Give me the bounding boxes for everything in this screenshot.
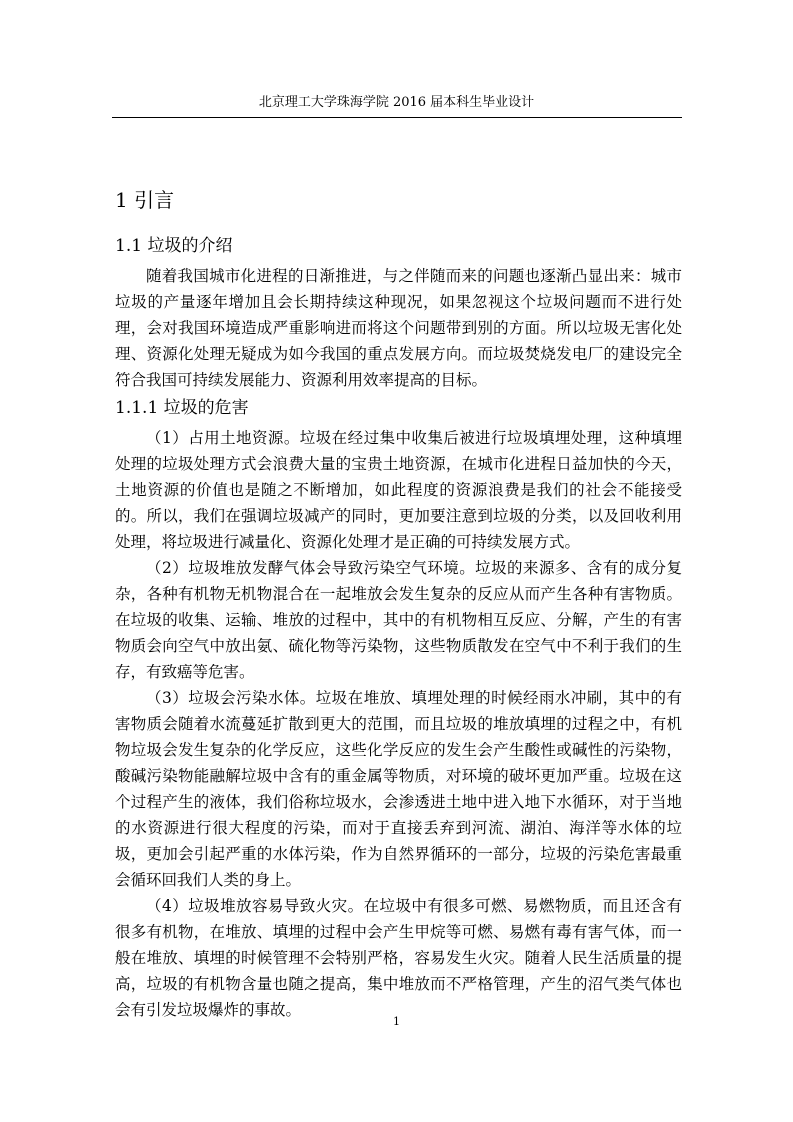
paragraph-water-pollution: （3）垃圾会污染水体。垃圾在堆放、填埋处理的时候经雨水冲刷，其中的有害物质会随着水流蔓延扩散到更大的范围，而且垃圾的堆放填埋的过程之中，有机物垃圾会发生复杂的化学反应，这些化学反应的发生会产生酸性或碱性的污染物，酸碱污染物能融解垃圾中含有的重金属等物质，对环境的破坏更加严重。垃圾在这个过程产生的液体，我们俗称垃圾水，会渗透进土地中进入地下水循环，对于当地的水资源进行很大程度的污染，而对于直接丢弃到河流、湖泊、海洋等水体的垃圾，更加会引起严重的水体污染，作为自然界循环的一部分，垃圾的污染危害最重会循环回我们人类的身上。 xyxy=(115,689,682,889)
paragraph-fire-hazard: （4）垃圾堆放容易导致火灾。在垃圾中有很多可燃、易燃物质，而且还含有很多有机物，在堆放、填埋的过程中会产生甲烷等可燃、易燃有毒有害气体，而一般在堆放、填埋的时候管理不会特别严格，容易发生火灾。随着人民生活质量的提高，垃圾的有机物含量也随之提高，集中堆放而不严格管理，产生的沼气类气体也会有引发垃圾爆炸的事故。 xyxy=(115,897,682,1019)
page-number: 1 xyxy=(393,1015,400,1028)
header-rule xyxy=(112,117,682,118)
page-content xyxy=(115,185,682,1023)
section-title: 1.1 垃圾的介绍 xyxy=(115,236,233,256)
paragraph-land-resources: （1）占用土地资源。垃圾在经过集中收集后被进行垃圾填埋处理，这种填埋处理的垃圾处理方式会浪费大量的宝贵土地资源，在城市化进程日益加快的今天，土地资源的价值也是随之不断增加，如此程度的资源浪费是我们的社会不能接受的。所以，我们在强调垃圾减产的同时，更加要注意到垃圾的分类，以及回收利用处理，将垃圾进行减量化、资源化处理才是正确的可持续发展方式。 xyxy=(115,429,682,551)
subsection-title: 1.1.1 垃圾的危害 xyxy=(115,398,249,418)
paragraph-air-pollution: （2）垃圾堆放发酵气体会导致污染空气环境。垃圾的来源多、含有的成分复杂，各种有机物无机物混合在一起堆放会发生复杂的反应从而产生各种有害物质。在垃圾的收集、运输、堆放的过程中，其中的有机物相互反应、分解，产生的有害物质会向空气中放出氨、硫化物等污染物，这些物质散发在空气中不利于我们的生存，有致癌等危害。 xyxy=(115,559,682,681)
running-header: 北京理工大学珠海学院 2016 届本科生毕业设计 xyxy=(258,95,535,110)
chapter-title: 1 引言 xyxy=(115,188,175,212)
section-paragraph: 随着我国城市化进程的日渐推进，与之伴随而来的问题也逐渐凸显出来：城市垃圾的产量逐年增加且会长期持续这种现况，如果忽视这个垃圾问题而不进行处理，会对我国环境造成严重影响进而将这个问题带到别的方面。所以垃圾无害化处理、资源化处理无疑成为如今我国的重点发展方向。而垃圾焚烧发电厂的建设完全符合我国可持续发展能力、资源利用效率提高的目标。 xyxy=(115,267,682,389)
